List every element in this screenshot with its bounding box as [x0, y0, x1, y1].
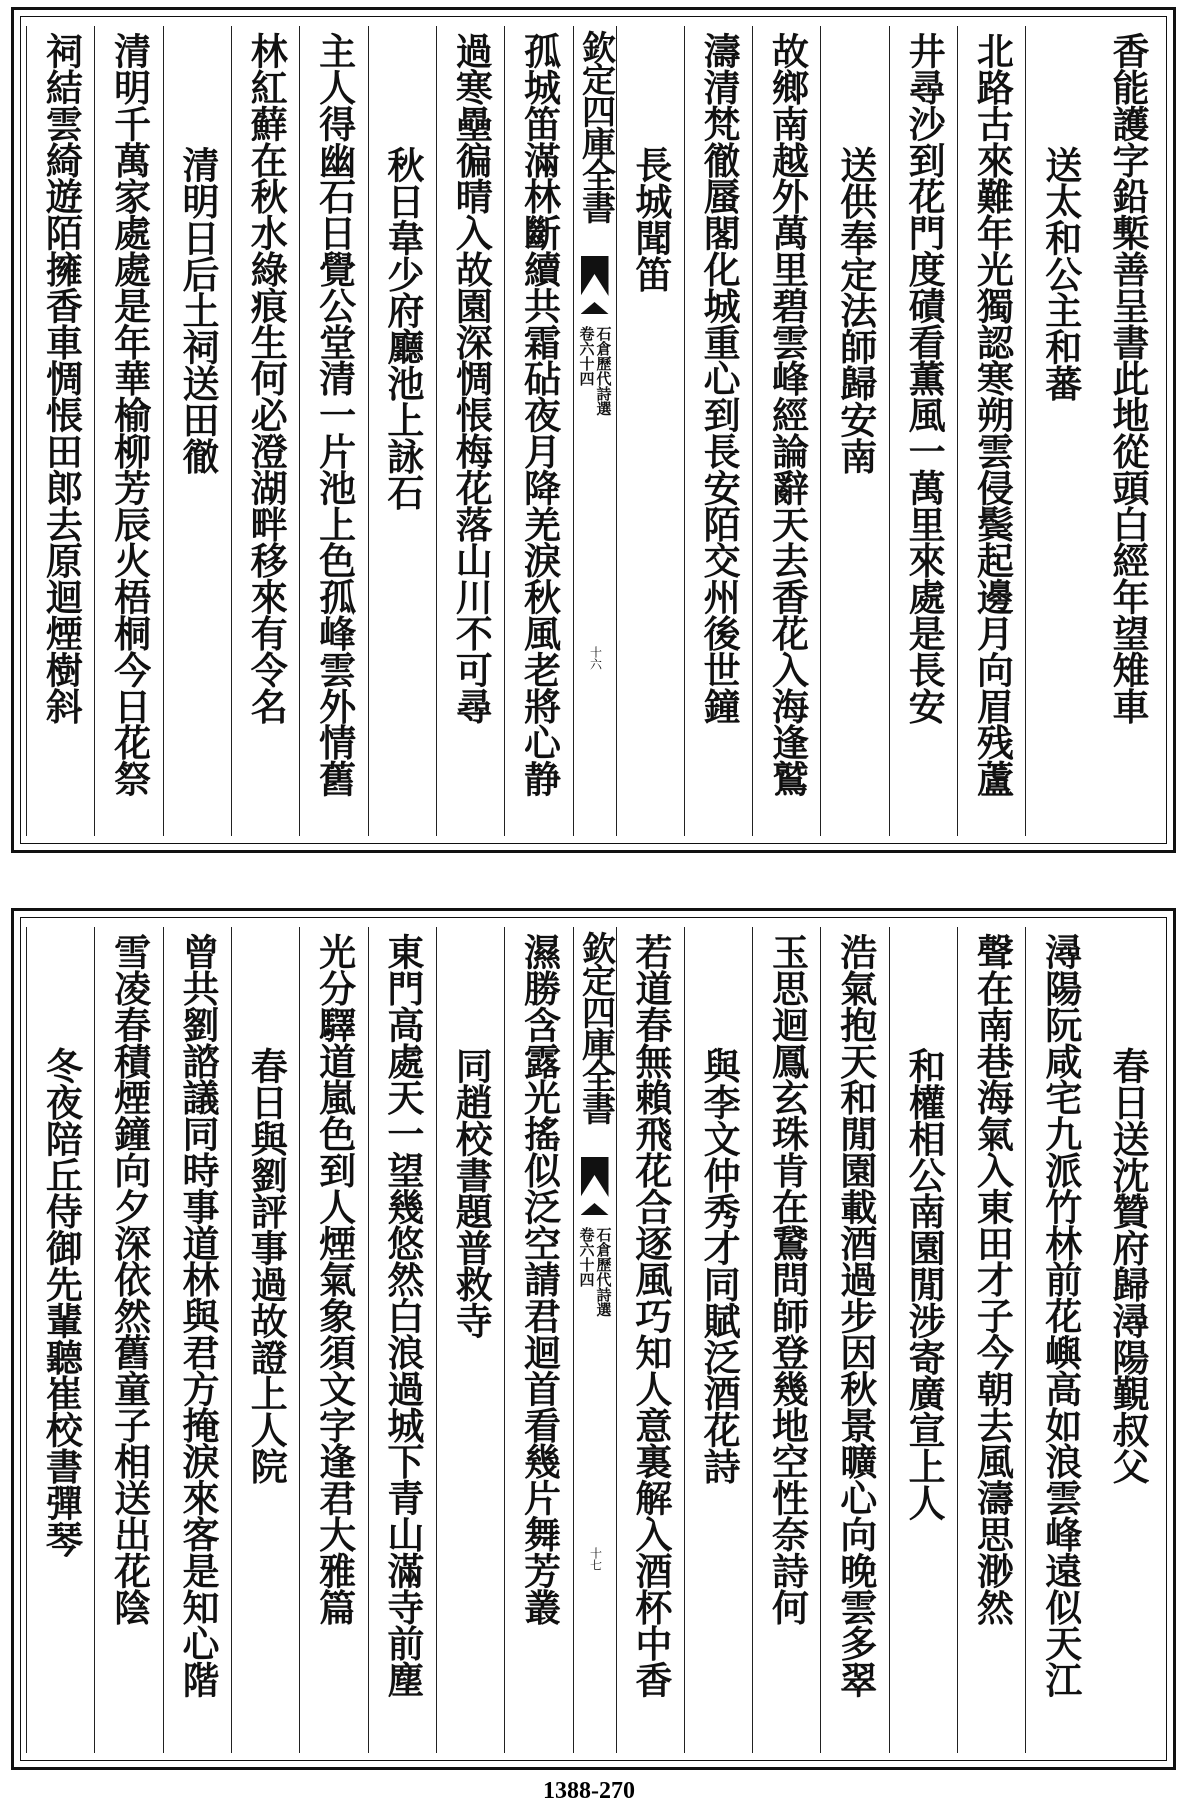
- fish-tail-mark-icon: [581, 1157, 609, 1197]
- poem-title: 春日送沈贊府歸潯陽覲叔父: [1106, 1047, 1150, 1484]
- text-column: [820, 26, 888, 836]
- gutter-header: 欽定四庫全書: [575, 30, 616, 222]
- text-column: [26, 26, 94, 836]
- column-text: 東門高處天一望幾悠然白浪過城下青山滿寺前塵: [380, 933, 425, 1698]
- collection-title: 石倉歷代詩選: [594, 1227, 613, 1317]
- text-column: [820, 927, 888, 1753]
- folio-number: 十六: [588, 646, 603, 670]
- text-column: [616, 26, 684, 836]
- column-text: 主人得幽石日覺公堂清一片池上色孤峰雲外情舊: [312, 32, 357, 797]
- center-gutter: [573, 26, 616, 836]
- column-text: 濤清梵徹蜃閣化城重心到長安陌交州後世鐘: [697, 32, 742, 724]
- fish-tail-lower-icon: [581, 1203, 609, 1215]
- text-column: [957, 927, 1025, 1753]
- column-text: 香能護字鉛槧善呈書此地從頭白經年望雉車: [1106, 32, 1150, 724]
- text-column: [889, 927, 957, 1753]
- poem-title: 長城聞笛: [628, 146, 673, 292]
- text-column: [616, 927, 684, 1753]
- column-text: 過寒壘徧晴入故園深惆悵梅花落山川不可尋: [449, 32, 494, 724]
- text-column: [1094, 26, 1161, 836]
- center-gutter: [573, 927, 616, 1753]
- text-column: [299, 927, 367, 1753]
- text-column: [368, 26, 436, 836]
- text-column: [231, 26, 299, 836]
- poem-title: 和權相公南園閒涉寄廣宣上人: [902, 1047, 947, 1521]
- bottom-page-columns: [26, 927, 1161, 1753]
- text-column: [684, 26, 752, 836]
- poem-title: 秋日韋少府廳池上詠石: [380, 146, 425, 511]
- column-text: 祠結雲綺遊陌擁香車惆悵田郎去原迴煙樹斜: [39, 32, 84, 724]
- text-column: [163, 26, 231, 836]
- top-page-columns: [26, 26, 1161, 836]
- column-text: 雪凌春積煙鐘向夕深依然舊童子相送出花陰: [107, 933, 152, 1625]
- text-column: [752, 927, 820, 1753]
- text-column: [504, 927, 572, 1753]
- column-text: 曾共劉諮議同時事道林與君方掩淚來客是知心階: [175, 933, 220, 1698]
- top-page: [11, 7, 1176, 853]
- text-column: [163, 927, 231, 1753]
- poem-title: 冬夜陪丘侍御先輩聽崔校書彈琴: [39, 1047, 84, 1557]
- gutter-header: 欽定四庫全書: [575, 931, 616, 1123]
- text-column: [436, 927, 504, 1753]
- volume-number: 卷六十四: [577, 326, 596, 386]
- column-text: 井尋沙到花門度磧看薫風一萬里來處是長安: [902, 32, 947, 724]
- text-column: [1025, 927, 1093, 1753]
- column-text: 玉思迴鳳玄珠肯在鵞問師登幾地空性奈詩何: [765, 933, 810, 1625]
- poem-title: 與李文仲秀才同賦泛酒花詩: [697, 1047, 742, 1484]
- column-text: 林紅蘚在秋水綠痕生何必澄湖畔移來有令名: [244, 32, 289, 724]
- gutter-subtitle: [574, 1227, 616, 1317]
- text-column: [26, 927, 94, 1753]
- poem-title: 清明日后土祠送田徹: [175, 146, 220, 474]
- text-column: [504, 26, 572, 836]
- page-number: 1388-270: [543, 1778, 635, 1804]
- text-column: [299, 26, 367, 836]
- text-column: [1094, 927, 1161, 1753]
- poem-title: 同趙校書題普救寺: [449, 1047, 494, 1339]
- poem-title: 春日與劉評事過故證上人院: [244, 1047, 289, 1484]
- text-column: [94, 927, 162, 1753]
- text-column: [684, 927, 752, 1753]
- collection-title: 石倉歷代詩選: [594, 326, 613, 416]
- column-text: 浩氣抱天和閒園載酒過步因秋景曠心向晚雲多翠: [833, 933, 878, 1698]
- column-text: 北路古來難年光獨認寒朔雲侵鬓起邊月向眉残蘆: [970, 32, 1015, 797]
- text-column: [752, 26, 820, 836]
- poem-title: 送太和公主和蕃: [1038, 146, 1083, 401]
- text-column: [231, 927, 299, 1753]
- column-text: 若道春無賴飛花合逐風巧知人意裏解入酒杯中香: [628, 933, 673, 1698]
- column-text: 光分驛道嵐色到人煙氣象須文字逢君大雅篇: [312, 933, 357, 1625]
- folio-number: 十七: [588, 1547, 603, 1571]
- bottom-page: [11, 908, 1176, 1770]
- gutter-subtitle: [574, 326, 616, 416]
- volume-number: 卷六十四: [577, 1227, 596, 1287]
- text-column: [94, 26, 162, 836]
- text-column: [436, 26, 504, 836]
- column-text: 清明千萬家處處是年華榆柳芳辰火梧桐今日花祭: [107, 32, 152, 797]
- text-column: [957, 26, 1025, 836]
- column-text: 濕勝含露光搖似泛空請君迴首看幾片舞芳叢: [517, 933, 562, 1625]
- column-text: 孤城笛滿林斷續共霜砧夜月降羌淚秋風老將心静: [517, 32, 562, 797]
- column-text: 故鄉南越外萬里碧雲峰經論辭天去香花入海逢鷲: [765, 32, 810, 797]
- fish-tail-lower-icon: [581, 302, 609, 314]
- column-text: 潯陽阮咸宅九派竹林前花嶼高如浪雲峰遠似天江: [1038, 933, 1083, 1698]
- text-column: [889, 26, 957, 836]
- poem-title: 送供奉定法師歸安南: [833, 146, 878, 474]
- column-text: 聲在南巷海氣入東田才子今朝去風濤思渺然: [970, 933, 1015, 1625]
- text-column: [1025, 26, 1093, 836]
- text-column: [368, 927, 436, 1753]
- fish-tail-mark-icon: [581, 256, 609, 296]
